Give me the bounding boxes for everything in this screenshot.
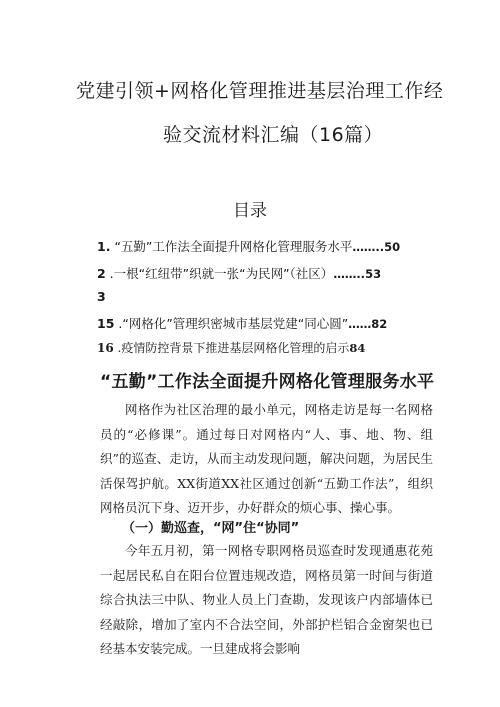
section-subheading: （一）勤巡查，“网”住“协同”: [122, 521, 300, 536]
toc-item-page: 50: [384, 240, 401, 254]
toc-item-15[interactable]: [97, 314, 387, 332]
section-title: “五勤”工作法全面提升网格化管理服务水平: [100, 372, 435, 392]
toc-item-page: 53: [365, 267, 382, 281]
toc-item-16[interactable]: [97, 339, 365, 356]
toc-item-number: 2: [97, 266, 106, 281]
document-title-line-2: 验交流材料汇编（16篇）: [163, 124, 384, 146]
section-paragraph-1: 网格作为社区治理的最小单元，网格走访是每一名网格员的“必修课”。通过每日对网格内“人、事、地、物、组织”的巡查、走访，从而主动发现问题，解决问题，为居民生活保驾护航。XX街道XX社区通过创新“五勤工作法”，组织网格员沉下身、迈开步，办好群众的烦心事、操心事。: [100, 402, 433, 516]
section-paragraph-2: 今年五月初，第一网格专职网格员巡查时发现通惠花苑一起居民私自在阳台位置违规改造，网格员第一时间与街道综合执法三中队、物业人员上门查勘，发现该户内部墙体已经敲除，增加了室内不合法空间，外部护栏铝合金窗架也已经基本安装完成。一旦建成将会影响: [100, 543, 433, 657]
toc-item-text: “五勤”工作法全面提升网格化管理服务水平: [114, 239, 353, 254]
toc-item-1[interactable]: [97, 237, 400, 255]
toc-item-number: 1.: [97, 239, 111, 254]
toc-item-number: 16: [97, 341, 114, 355]
toc-item-text: .“网格化”管理织密城市基层党建“同心圆”: [114, 316, 349, 331]
toc-item-number: 3: [97, 289, 106, 304]
toc-item-page: 82: [371, 317, 388, 331]
toc-item-leader: ……..: [333, 267, 366, 281]
toc-item-text: .一根“红纽带”织就一张“为民网”（社区）: [105, 266, 334, 281]
toc-item-2[interactable]: [97, 264, 381, 282]
toc-heading: 目录: [233, 201, 267, 221]
document-title-line-1: 党建引领+网格化管理推进基层治理工作经: [76, 80, 444, 102]
toc-item-text: .疫情防控背景下推进基层网格化管理的启示: [113, 341, 350, 355]
toc-item-leader: ……: [348, 317, 372, 331]
toc-item-page: 84: [349, 341, 366, 355]
toc-item-3[interactable]: [97, 289, 106, 304]
toc-item-number: 15: [97, 316, 115, 331]
toc-item-leader: ……..: [352, 240, 385, 254]
